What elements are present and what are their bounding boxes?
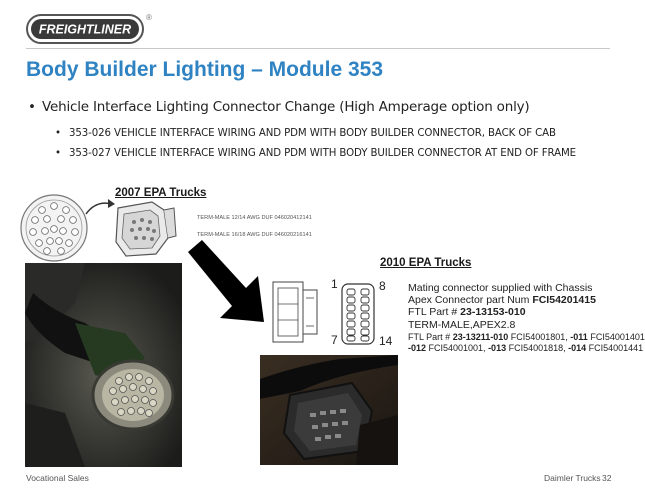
slide-title: Body Builder Lighting – Module 353 [26, 58, 384, 81]
large-arrow-icon [180, 248, 275, 328]
text-fragment: FTL Part # [408, 332, 453, 342]
header-divider [26, 48, 610, 49]
connector-photo-2007 [25, 263, 182, 467]
info-ftl-part [408, 306, 526, 318]
connector-face-2010-drawing [340, 282, 376, 346]
registered-mark: ® [146, 13, 152, 22]
freightliner-logo [26, 14, 144, 44]
main-bullet [28, 99, 530, 115]
sub-bullet-text: 353-026 VEHICLE INTERFACE WIRING AND PDM WITH BODY BUILDER CONNECTOR, BACK OF CAB [69, 128, 556, 139]
footer-left: Vocational Sales [26, 473, 89, 483]
info-apex-part [408, 294, 596, 306]
bullet-dot: • [55, 148, 61, 159]
text-fragment: FCI54001818, [506, 343, 569, 353]
bullet-dot: • [28, 99, 36, 115]
sub-bullet [55, 128, 556, 139]
text-fragment: -011 [570, 332, 588, 342]
text-fragment: 23-13211-010 [452, 332, 509, 342]
epa2007-caption: 2007 EPA Trucks [115, 187, 207, 199]
info-apex-label: Apex Connector part Num [408, 294, 533, 306]
pin-number-1: 1 [331, 277, 338, 291]
info-term-parts-line2 [408, 342, 643, 354]
logo-text: FREIGHTLINER [38, 22, 132, 37]
pin-number-8: 8 [379, 279, 386, 293]
text-fragment: -013 [488, 343, 507, 353]
info-ftl-value: 23-13153-010 [460, 306, 526, 318]
connector-face-2007-drawing [18, 192, 90, 264]
info-apex-value: FCI54201415 [532, 294, 596, 306]
info-term: TERM-MALE,APEX2.8 [408, 319, 516, 331]
term-spec-line: TERM-MALE 16/18 AWG DUF 046020216141 [197, 232, 312, 238]
pin-number-14: 14 [379, 334, 393, 348]
footer-brand: Daimler Trucks [544, 473, 601, 483]
sub-bullet-text: 353-027 VEHICLE INTERFACE WIRING AND PDM WITH BODY BUILDER CONNECTOR AT END OF FRAME [69, 148, 577, 159]
main-bullet-text: Vehicle Interface Lighting Connector Change (High Amperage option only) [42, 99, 530, 115]
text-fragment: -012 [408, 343, 427, 353]
bullet-dot: • [55, 128, 61, 139]
sub-bullet [55, 148, 576, 159]
term-spec-line: TERM-MALE 12/14 AWG DUF 046020412141 [197, 215, 312, 221]
info-ftl-label: FTL Part # [408, 306, 461, 318]
connector-photo-2010 [260, 355, 398, 465]
text-fragment: FCI54001441 [586, 343, 644, 353]
text-fragment: FCI54001001, [426, 343, 489, 353]
connector-side-2007-drawing [112, 198, 178, 260]
text-fragment: FCI54001401 [587, 332, 645, 342]
text-fragment: FCI54001801, [508, 332, 571, 342]
connector-side-2010-drawing [270, 276, 322, 348]
info-mating-connector: Mating connector supplied with Chassis [408, 282, 593, 294]
epa2010-caption: 2010 EPA Trucks [380, 257, 472, 269]
page-number: 32 [602, 473, 612, 483]
text-fragment: -014 [568, 343, 587, 353]
pin-number-7: 7 [331, 333, 338, 347]
